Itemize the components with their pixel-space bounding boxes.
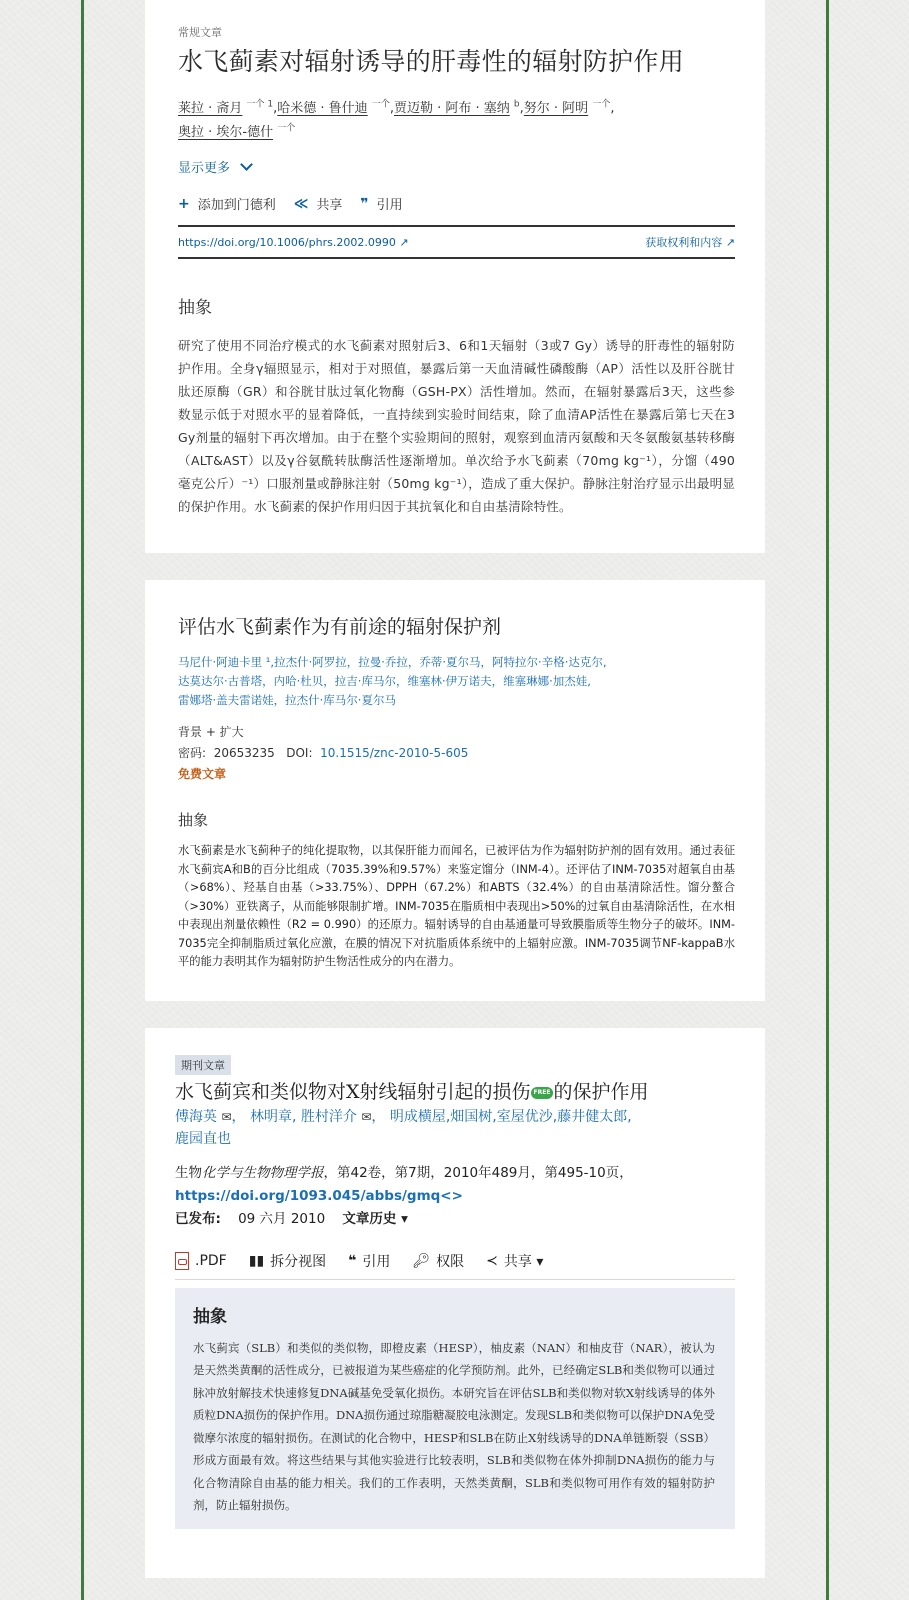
split-view-icon: ▮▮ [248, 1252, 265, 1269]
article-card-1 [145, 0, 765, 553]
right-border-rail [826, 0, 829, 1600]
doi-link[interactable]: https://doi.org/10.1006/phrs.2002.0990 ↗ [178, 235, 409, 249]
article-card-2 [145, 580, 765, 1001]
action-label: 共享 [316, 198, 343, 214]
cite-button[interactable] [360, 194, 402, 213]
journal-name-italic: 化学与生物物理学报 [202, 1164, 324, 1181]
abstract-heading: 抽象 [178, 811, 209, 829]
journal-citation [175, 1162, 735, 1185]
author-list [178, 653, 735, 710]
author-link[interactable]: 努尔 · 阿明 $^{一个}$, [523, 99, 615, 117]
author-link[interactable]: 林明章 [249, 1108, 292, 1125]
article-title: 评估水飞蓟素作为有前途的辐射保护剂 [178, 616, 502, 638]
author-link[interactable]: 藤井健太郎 [557, 1108, 628, 1125]
author-link[interactable]: 鹿园直也 [175, 1130, 231, 1147]
action-label: 添加到门德利 [197, 198, 276, 214]
tool-label: .PDF [195, 1252, 227, 1269]
action-label: 引用 [376, 198, 403, 214]
plus-icon: + [178, 195, 190, 212]
show-more-button[interactable] [178, 157, 735, 176]
author-line[interactable]: 雷娜塔·盖夫雷诺娃，拉杰什·库马尔·夏尔马 [178, 693, 396, 707]
doi-link[interactable]: https://doi.org/1093.045/abbs/gmq<> [175, 1187, 463, 1204]
title-part: 的保护作用 [553, 1081, 649, 1103]
author-link[interactable]: 莱拉 · 斋月 $^{一个 1}$, [178, 99, 278, 117]
publish-line [175, 1208, 735, 1231]
pmid-label: 密码: [178, 746, 207, 760]
journal-name: 生物 [175, 1164, 202, 1181]
tool-label: 引用 [362, 1253, 391, 1270]
add-to-mendeley-button[interactable] [178, 194, 276, 213]
author-link[interactable]: 室屋优沙 [496, 1108, 553, 1125]
author-link[interactable]: 哈米德 · 鲁什迪 $^{一个}$, [277, 99, 394, 117]
article-type-tag: 常规文章 [178, 26, 222, 39]
rights-link[interactable]: 获取权利和内容 ↗ [645, 236, 735, 250]
author-line[interactable]: 马尼什·阿迪卡里 ¹,拉杰什·阿罗拉，拉曼·乔拉，乔蒂·夏尔马，阿特拉尔·辛格·达克尔, [178, 655, 607, 669]
free-article-badge: 免费文章 [178, 767, 227, 781]
article-card-3 [145, 1028, 765, 1578]
tool-label: 拆分视图 [270, 1253, 327, 1270]
share-button[interactable] [486, 1251, 543, 1271]
separator: , [552, 1108, 558, 1125]
doi-link[interactable]: 10.1515/znc-2010-5-605 [320, 746, 469, 760]
author-link[interactable]: 傅海英 [175, 1108, 217, 1125]
journal-article-badge: 期刊文章 [175, 1055, 231, 1075]
email-icon[interactable]: ✉ [361, 1109, 372, 1124]
abstract-heading: 抽象 [178, 298, 212, 319]
email-icon[interactable]: ✉ [221, 1109, 232, 1124]
separator: ， [231, 1108, 246, 1125]
tool-label: 共享 ▾ [503, 1253, 544, 1270]
published-date: 09 六月 2010 [238, 1210, 326, 1227]
separator: ， [371, 1108, 386, 1125]
author-list [175, 1106, 735, 1150]
article-meta [178, 722, 735, 785]
background-expand-button[interactable]: 背景 + 扩大 [178, 725, 244, 739]
abstract-text: 研究了使用不同治疗模式的水飞蓟素对照射后3、6和1天辐射（3或7 Gy）诱导的肝毒性的辐射防护作用。全身γ辐照显示，相对于对照值，暴露后第一天血清碱性磷酸酶（AP）活性以及肝谷胱甘肽还原酶（GR）和谷胱甘肽过氧化物酶（GSH-PX）活性增加。然而，在辐射暴露后3天，这些参数显示低于对照水平的显着降低，一直持续到实验时间结束，除了血清AP活性在暴露后第七天在3 Gy剂量的辐射下再次增加。由于在整个实验期间的照射，观察到血清丙氨酸和天冬氨酸氨基转移酶（ALT&AST）以及γ谷氨酰转肽酶活性逐渐增加。单次给予水飞蓟素（70mg kg⁻¹），分馏（490毫克公斤）⁻¹）口服剂量或静脉注射（50mg kg⁻¹），造成了重大保护。静脉注射治疗显示出最明显的保护作用。水飞蓟素的保护作用归因于其抗氧化和自由基清除特性。 [178, 338, 735, 515]
author-link[interactable]: 胜村洋介 [300, 1108, 357, 1125]
cite-button[interactable] [348, 1251, 390, 1271]
permissions-button[interactable] [412, 1251, 464, 1271]
abstract-text: 水飞蓟素是水飞蓟种子的纯化提取物，以其保肝能力而闻名，已被评估为作为辐射防护剂的固有效用。通过表征水飞蓟宾A和B的百分比组成（7035.39%和9.57%）来鉴定馏分（INM-4）。还评估了INM-7035对超氧自由基（>68%）、羟基自由基（>33.75%）、DPPH（67.2%）和ABTS（32.4%）的自由基清除活性。馏分螯合（>30%）亚铁离子，从而能够限制扩增。INM-7035在脂质相中表现出>50%的过氧自由基清除活性，在水相中表现出剂量依赖性（R2 = 0.990）的还原力。辐射诱导的自由基通量可导致膜脂质等生物分子的破坏。INM-7035完全抑制脂质过氧化应激，在膜的情况下对抗脂质体系统中的上辐射应激。INM-7035调节NF-kappaB水平的能力表明其作为辐射防护生物活性成分的内在潜力。 [178, 844, 735, 968]
free-access-icon: FREE [531, 1087, 554, 1098]
share-icon: ≺ [486, 1252, 498, 1269]
pdf-icon [175, 1252, 189, 1270]
pdf-button[interactable] [175, 1252, 227, 1270]
author-link[interactable]: 畑国树 [450, 1108, 493, 1125]
title-part: 水飞蓟宾和类似物对X射线辐射引起的损伤 [175, 1081, 531, 1103]
separator: , [627, 1108, 632, 1125]
author-link[interactable]: 贾迈勒 · 阿布 · 塞纳 $^b$, [393, 99, 524, 117]
quote-icon: ❝ [348, 1252, 357, 1269]
separator: , [291, 1108, 297, 1125]
share-button[interactable] [294, 194, 343, 213]
key-icon: 🔑︎ [412, 1252, 431, 1269]
split-view-button[interactable] [249, 1251, 326, 1271]
separator: , [445, 1108, 451, 1125]
left-border-rail [81, 0, 84, 1600]
volume-info: ，第42卷，第7期，2010年489月，第495-10页， [323, 1164, 633, 1181]
chevron-down-icon [240, 159, 253, 172]
author-link[interactable]: 奥拉 · 埃尔-德什 $^{一个}$ [178, 124, 296, 141]
citation-block [175, 1162, 735, 1231]
separator: , [492, 1108, 497, 1125]
abstract-text: 水飞蓟宾（SLB）和类似的类似物，即橙皮素（HESP），柚皮素（NAN）和柚皮苷（NAR），被认为是天然类黄酮的活性成分，已被报道为某些癌症的化学预防剂。此外，已经确定SLB和类似物可以通过脉冲放射解技术快速修复DNA碱基免受氧化损伤。本研究旨在评估SLB和类似物对软X射线诱导的体外质粒DNA损伤的保护作用。DNA损伤通过琼脂糖凝胶电泳测定。发现SLB和类似物可以保护DNA免受微摩尔浓度的辐射损伤。在测试的化合物中，HESP和SLB在防止X射线诱导的DNA单链断裂（SSB）形成方面最有效。将这些结果与其他实验进行比较表明，SLB和类似物在体外抑制DNA损伤的能力与化合物清除自由基的能力相关。我们的工作表明，天然类黄酮，SLB和类似物可用作有效的辐射防护剂，防止辐射损伤。 [193, 1340, 715, 1513]
article-toolbar [175, 1251, 735, 1280]
show-more-label: 显示更多 [178, 161, 231, 177]
doi-bar [178, 225, 735, 259]
abstract-heading: 抽象 [193, 1306, 227, 1327]
share-icon: ≪ [293, 195, 309, 212]
article-actions [178, 194, 735, 213]
article-history-toggle[interactable]: 文章历史 ▾ [342, 1210, 408, 1227]
author-link[interactable]: 明成横屋 [389, 1108, 446, 1125]
author-list [178, 95, 735, 144]
article-title [175, 1081, 735, 1104]
published-label: 已发布: [175, 1210, 221, 1227]
author-line[interactable]: 达莫达尔·古普塔，内哈·杜贝，拉吉·库马尔，维塞林·伊万诺夫，维塞琳娜·加杰娃, [178, 674, 591, 688]
pmid-value: 20653235 [213, 746, 275, 760]
abstract-box [175, 1288, 735, 1529]
tool-label: 权限 [436, 1253, 465, 1270]
quote-icon: ❞ [360, 195, 369, 212]
doi-label: DOI: [286, 746, 313, 760]
identifier-line [178, 743, 735, 764]
article-title: 水飞蓟素对辐射诱导的肝毒性的辐射防护作用 [178, 47, 685, 76]
